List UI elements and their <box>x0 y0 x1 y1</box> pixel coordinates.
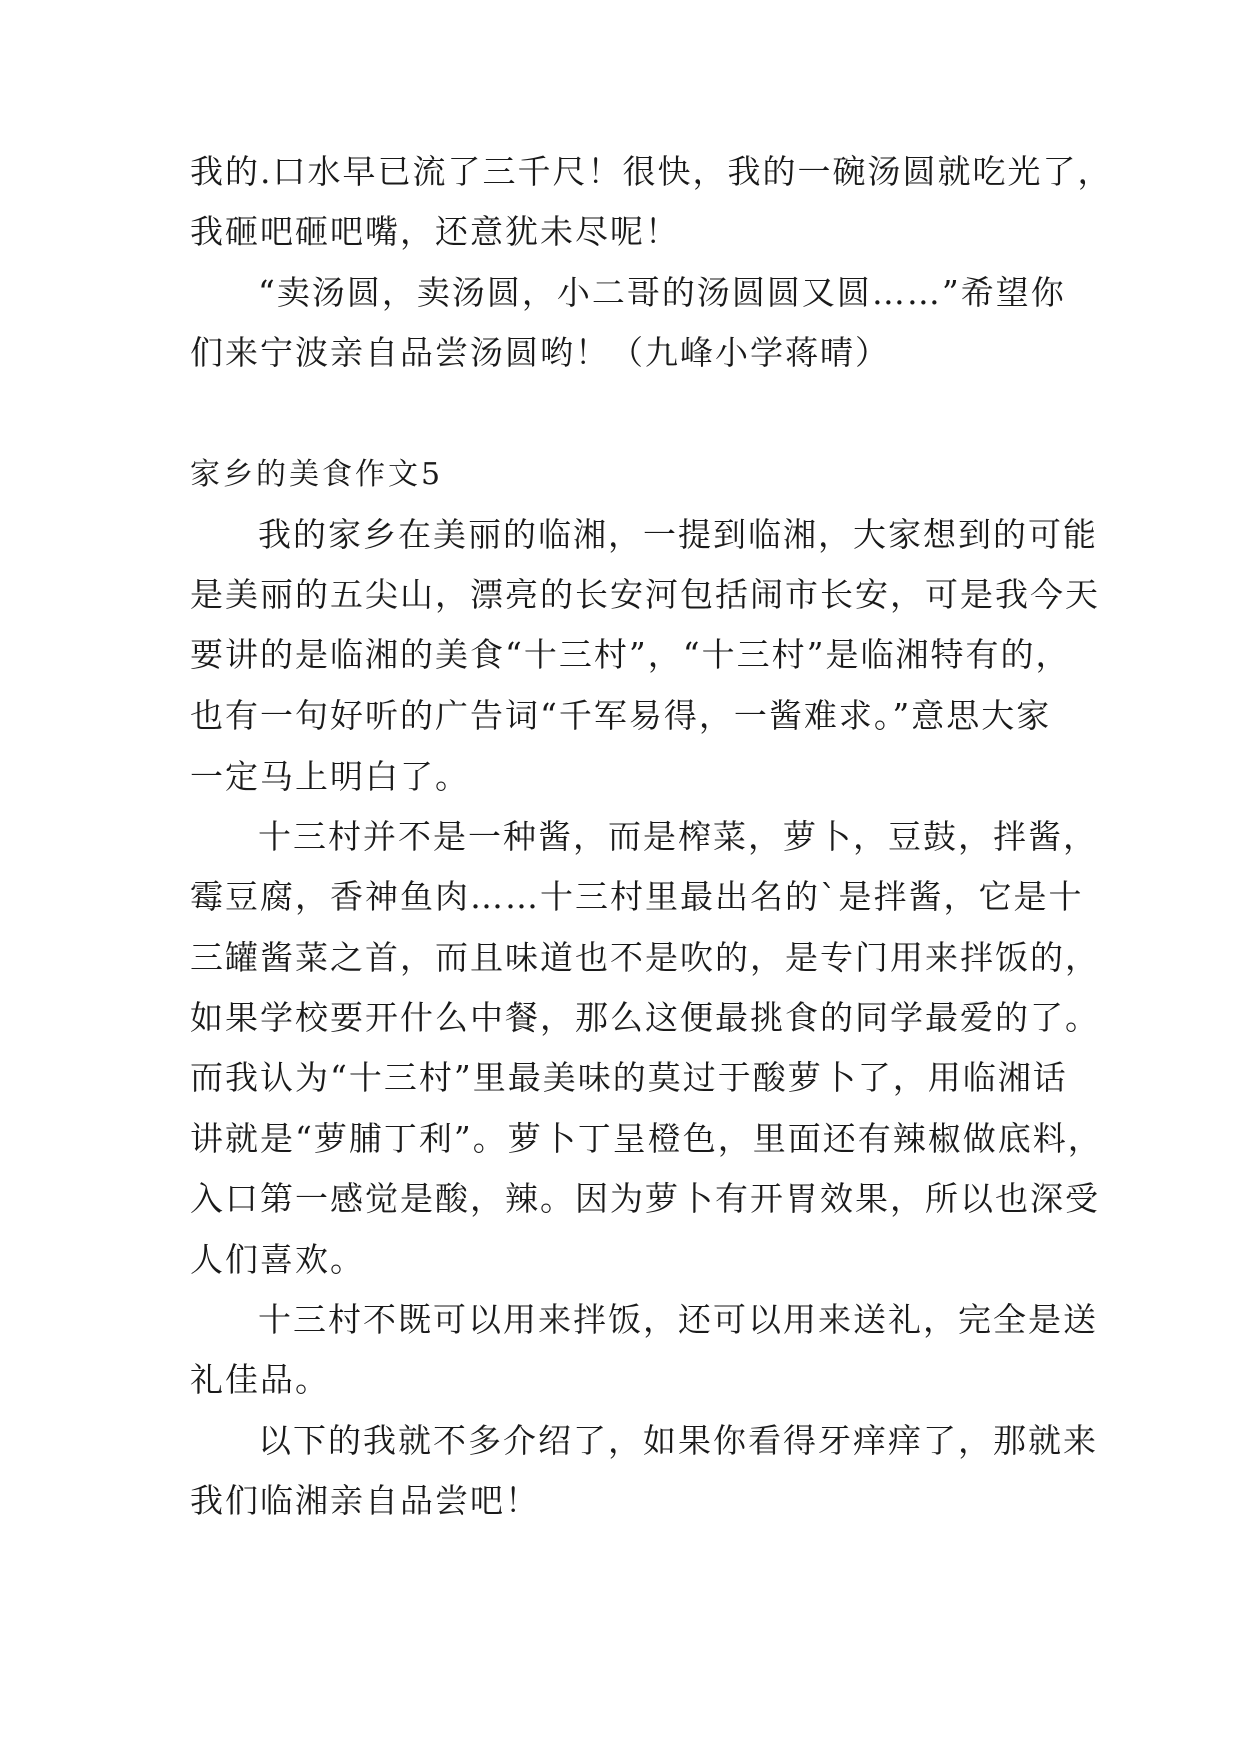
intro-p1-line-2: 我砸吧砸吧嘴，还意犹未尽呢！ <box>190 212 680 251</box>
intro-p1-line-1: 我的.口水早已流了三千尺！很快，我的一碗汤圆就吃光了， <box>190 152 1113 191</box>
essay-p2-line-5: 而我认为“十三村”里最美味的莫过于酸萝卜了，用临湘话 <box>190 1058 1068 1097</box>
intro-p2-line-2: 们来宁波亲自品尝汤圆哟！（九峰小学蒋晴） <box>190 333 890 372</box>
essay-p2-line-7: 入口第一感觉是酸，辣。因为萝卜有开胃效果，所以也深受 <box>190 1179 1100 1218</box>
essay-p1-line-5: 一定马上明白了。 <box>190 757 470 796</box>
essay-p4-line-1: 以下的我就不多介绍了，如果你看得牙痒痒了，那就来 <box>258 1421 1098 1460</box>
essay-p2-line-3: 三罐酱菜之首，而且味道也不是吹的，是专门用来拌饭的， <box>190 938 1100 977</box>
essay-p1-line-3: 要讲的是临湘的美食“十三村”，“十三村”是临湘特有的， <box>190 635 1071 674</box>
essay-p2-line-6: 讲就是“萝脯丁利”。萝卜丁呈橙色，里面还有辣椒做底料， <box>190 1119 1103 1158</box>
essay-p1-line-4: 也有一句好听的广告词“千军易得，一酱难求。”意思大家 <box>190 696 1052 735</box>
essay-p2-line-2: 霉豆腐，香神鱼肉……十三村里最出名的`是拌酱，它是十 <box>190 877 1084 916</box>
essay-p1-line-1: 我的家乡在美丽的临湘，一提到临湘，大家想到的可能 <box>258 515 1098 554</box>
essay-p2-line-4: 如果学校要开什么中餐，那么这便最挑食的同学最爱的了。 <box>190 998 1100 1037</box>
essay-title: 家乡的美食作文5 <box>190 457 444 492</box>
essay-p3-line-1: 十三村不既可以用来拌饭，还可以用来送礼，完全是送 <box>258 1300 1098 1339</box>
essay-p2-line-1: 十三村并不是一种酱，而是榨菜，萝卜，豆鼓，拌酱， <box>258 817 1098 856</box>
essay-p1-line-2: 是美丽的五尖山，漂亮的长安河包括闹市长安，可是我今天 <box>190 575 1100 614</box>
essay-p4-line-2: 我们临湘亲自品尝吧！ <box>190 1481 540 1520</box>
essay-p3-line-2: 礼佳品。 <box>190 1360 330 1399</box>
essay-p2-line-8: 人们喜欢。 <box>190 1240 365 1279</box>
intro-p2-line-1: “卖汤圆，卖汤圆，小二哥的汤圆圆又圆……”希望你 <box>258 273 1066 312</box>
